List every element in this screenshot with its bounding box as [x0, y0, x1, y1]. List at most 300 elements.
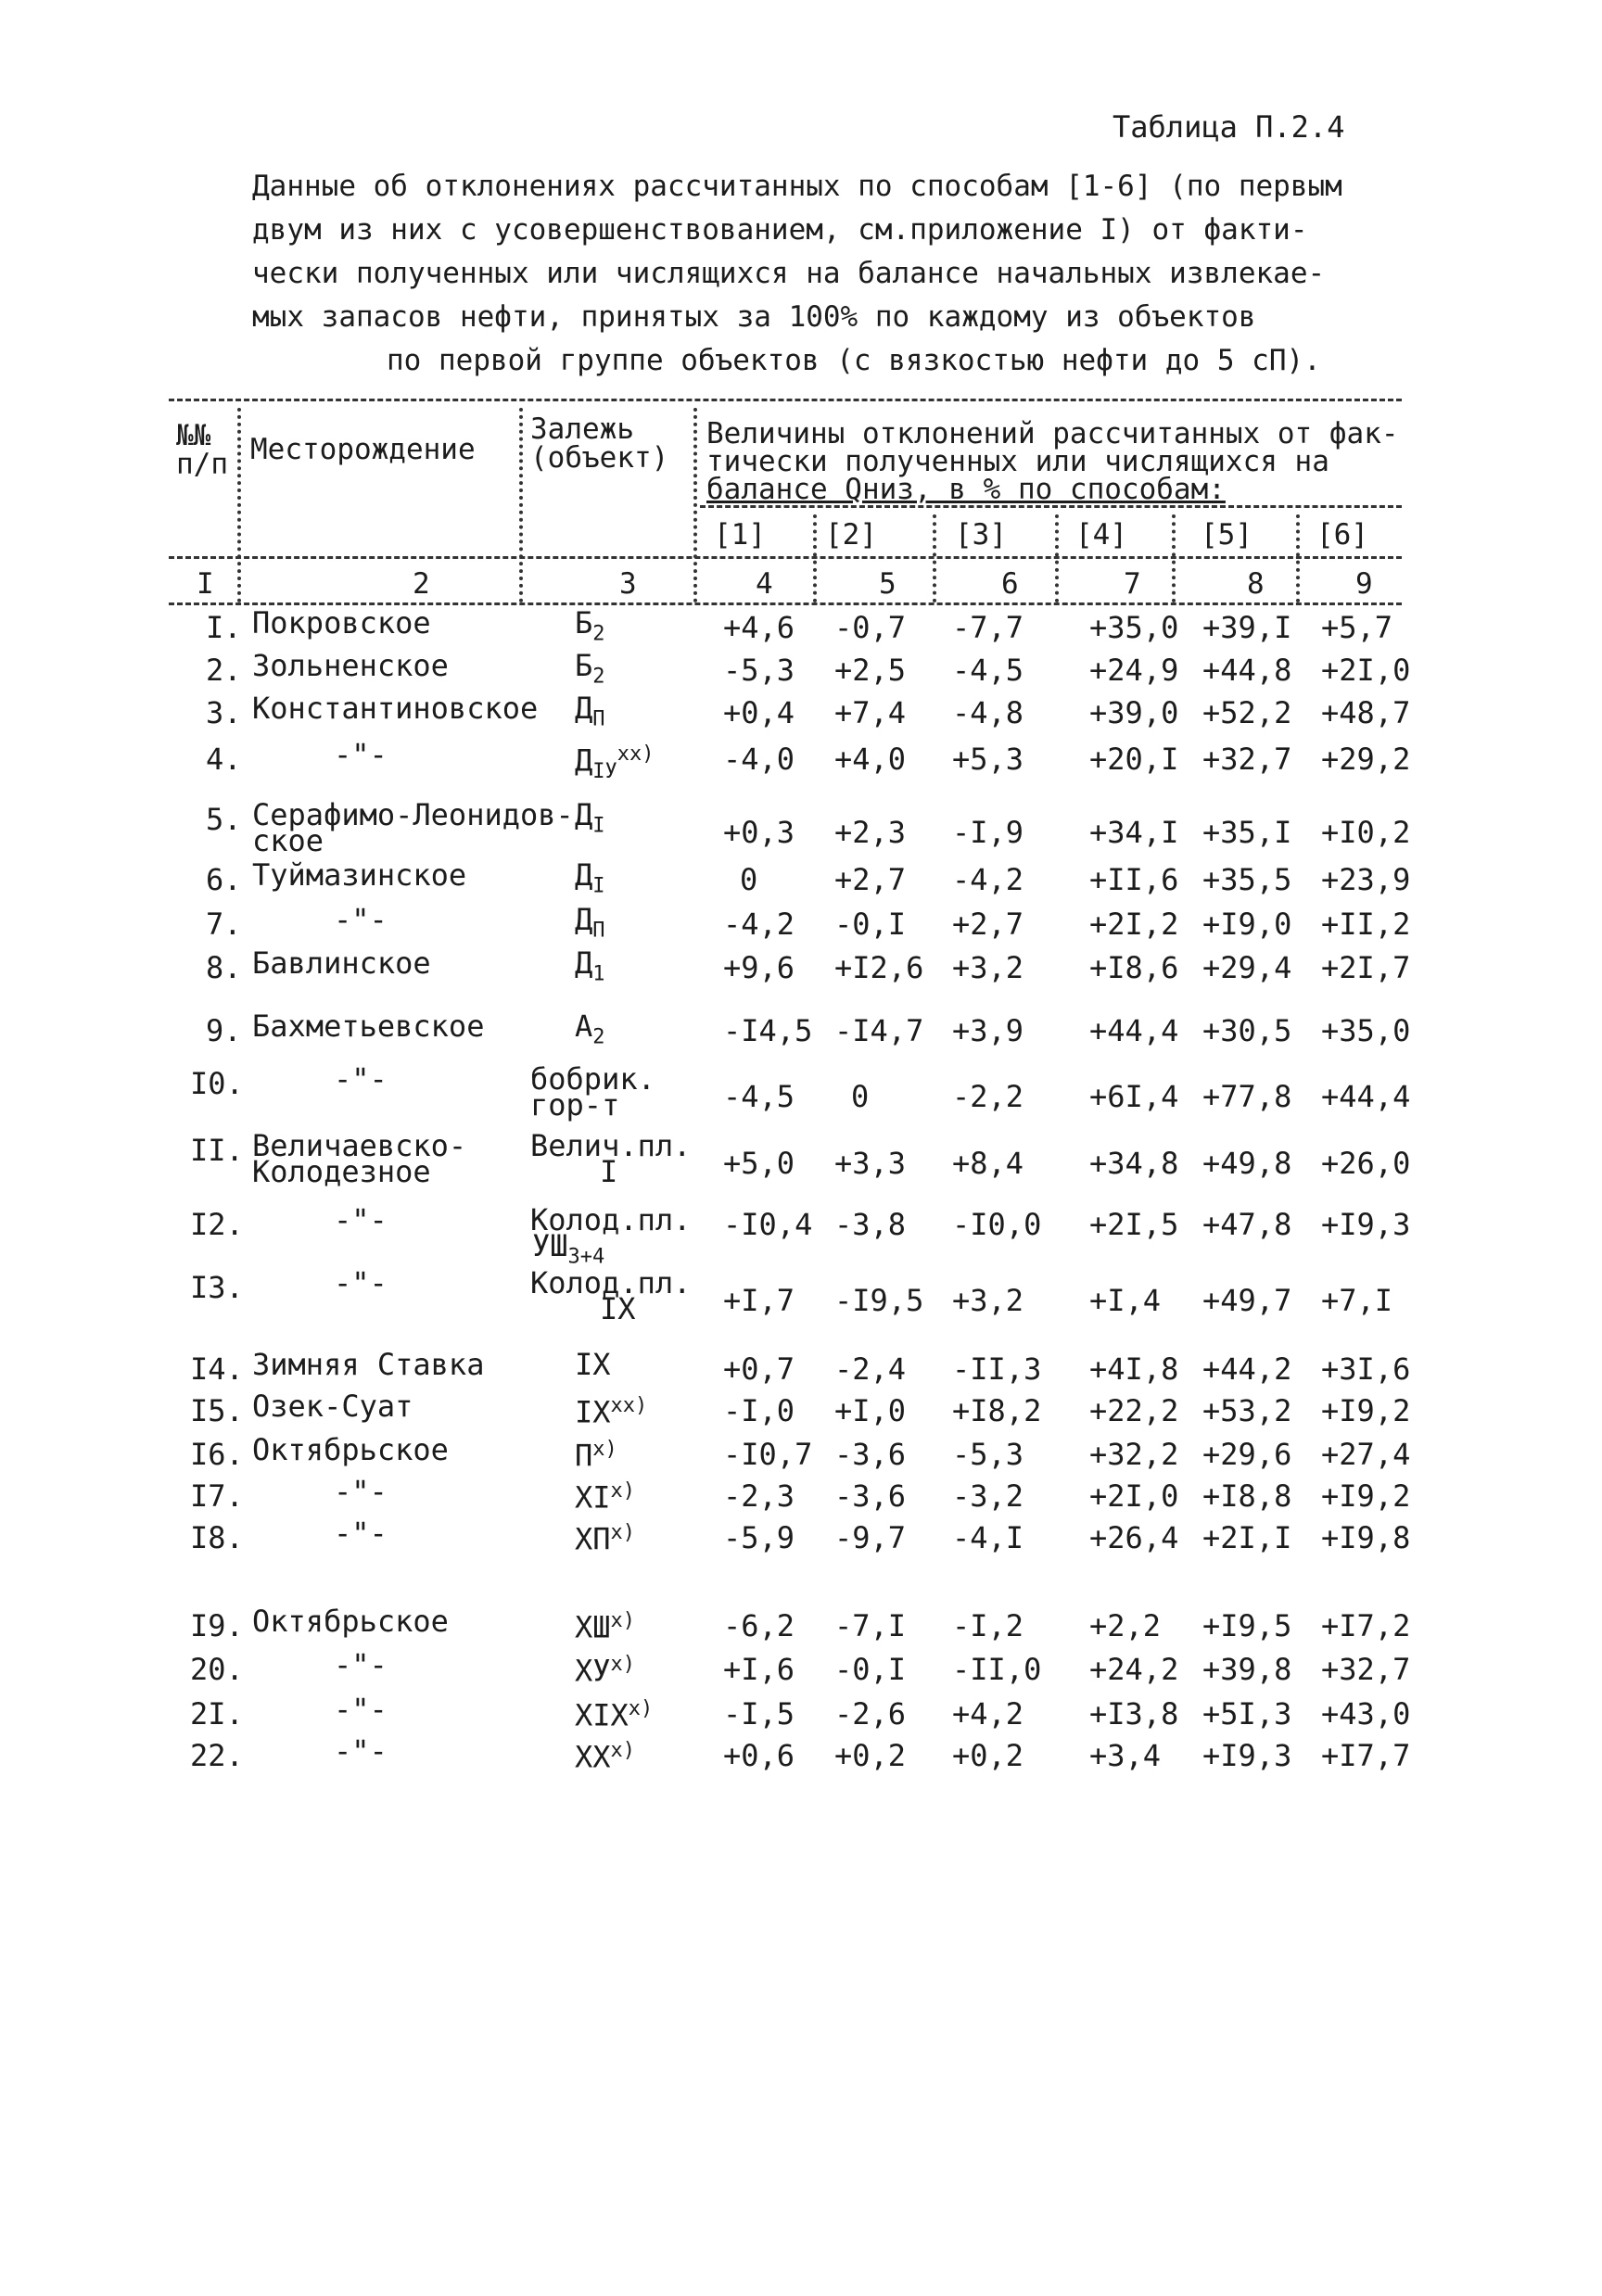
- row-field-name: [252, 1604, 449, 1639]
- deposit-symbol: $Д_П$: [575, 902, 605, 943]
- deviation-value: +5,0: [723, 1146, 795, 1181]
- row-deposit: [575, 1520, 636, 1557]
- row-number: 6.: [206, 862, 242, 897]
- field-name-line: -"-: [334, 1202, 388, 1237]
- deviation-value: -3,6: [834, 1437, 907, 1472]
- row-field-name: [334, 1265, 388, 1300]
- deposit-superscript: х): [628, 1697, 654, 1720]
- deviation-value: +29,4: [1202, 950, 1292, 985]
- deviation-value: +I2,6: [834, 950, 924, 985]
- table-divider: [237, 408, 241, 603]
- deviation-value: +2I,0: [1321, 653, 1411, 688]
- deviation-value: -0,I: [834, 907, 907, 942]
- deviation-value: +39,I: [1202, 610, 1292, 645]
- row-number: 8.: [206, 950, 242, 985]
- row-number: 9.: [206, 1013, 242, 1048]
- deviation-value: +5I,3: [1202, 1696, 1292, 1732]
- deviation-value: +I7,2: [1321, 1608, 1411, 1643]
- deposit-superscript: х): [592, 1438, 617, 1461]
- deposit-superscript: х): [610, 1521, 636, 1544]
- deviation-value: +35,0: [1321, 1013, 1411, 1048]
- deviation-value: +44,4: [1321, 1079, 1411, 1114]
- column-number: 6: [1001, 567, 1019, 601]
- deviation-value: +I3,8: [1089, 1696, 1179, 1732]
- deposit-symbol: $IX^{хх)}$: [575, 1394, 648, 1430]
- deviation-value: +5,3: [952, 742, 1024, 777]
- row-deposit: [575, 691, 605, 732]
- deviation-value: +I,4: [1089, 1283, 1162, 1318]
- deposit-line: Велич.пл.: [530, 1128, 692, 1163]
- deviation-value: +0,2: [952, 1738, 1024, 1773]
- table-divider: [933, 514, 936, 603]
- deposit-subscript: 1: [592, 962, 605, 986]
- row-number: I.: [206, 610, 242, 645]
- caption-line: по первой группе объектов (с вязкостью нефти до 5 сП).: [387, 344, 1321, 377]
- deposit-subscript: П: [592, 707, 605, 731]
- row-deposit: [575, 1478, 636, 1516]
- deposit-line: IX: [600, 1291, 636, 1326]
- deviation-value: +II,6: [1089, 862, 1179, 897]
- row-field-name: [334, 1474, 388, 1509]
- field-name-line: Константиновское: [252, 691, 539, 726]
- deviation-value: +I7,7: [1321, 1738, 1411, 1773]
- deviation-value: +4,0: [834, 742, 907, 777]
- deposit-subscript: I: [592, 874, 605, 898]
- field-name-line: Величаевско-: [252, 1128, 467, 1163]
- deviation-value: +34,I: [1089, 815, 1179, 850]
- row-number: II.: [190, 1133, 244, 1168]
- deviation-value: -4,2: [952, 862, 1024, 897]
- deviation-value: -0,7: [834, 610, 907, 645]
- field-name-line: -"-: [334, 1733, 388, 1769]
- deposit-line: Колод.пл.: [530, 1265, 692, 1300]
- deviation-value: +I,7: [723, 1283, 795, 1318]
- row-deposit: [575, 1738, 636, 1775]
- field-name-line: Покровское: [252, 605, 431, 641]
- deviation-value: +53,2: [1202, 1393, 1292, 1428]
- table-divider: [1172, 514, 1176, 603]
- deviation-value: +32,7: [1202, 742, 1292, 777]
- deviation-value: +39,8: [1202, 1652, 1292, 1687]
- deviation-value: +0,4: [723, 695, 795, 730]
- deviation-value: +7,I: [1321, 1283, 1393, 1318]
- deviation-value: +29,2: [1321, 742, 1411, 777]
- field-name-line: -"-: [334, 902, 388, 937]
- deviation-value: +26,4: [1089, 1520, 1179, 1555]
- header-method: [3]: [955, 518, 1007, 552]
- header-col-field: Месторождение: [250, 433, 476, 466]
- deviation-value: -2,6: [834, 1696, 907, 1732]
- row-field-name: [334, 1516, 388, 1551]
- deviation-value: +22,2: [1089, 1393, 1179, 1428]
- row-deposit: [575, 945, 605, 987]
- deviation-value: +I9,2: [1321, 1478, 1411, 1514]
- deviation-value: +2,2: [1089, 1608, 1162, 1643]
- deviation-value: -I,5: [723, 1696, 795, 1732]
- table-divider: [519, 408, 523, 603]
- row-deposit: [530, 1061, 655, 1123]
- deviation-value: +2I,0: [1089, 1478, 1179, 1514]
- deposit-line: бобрик.: [530, 1061, 655, 1097]
- field-name-line: Серафимо-Леонидов-: [252, 797, 574, 832]
- row-deposit: [575, 742, 655, 785]
- deposit-superscript: х): [610, 1609, 636, 1632]
- deviation-value: +32,7: [1321, 1652, 1411, 1687]
- deviation-value: +77,8: [1202, 1079, 1292, 1114]
- table-title: Таблица П.2.4: [1112, 109, 1345, 145]
- row-field-name: [334, 1692, 388, 1727]
- row-deposit: [575, 902, 605, 944]
- deviation-value: +34,8: [1089, 1146, 1179, 1181]
- field-name-line: Колодезное: [252, 1154, 431, 1189]
- deviation-value: +II,2: [1321, 907, 1411, 942]
- deposit-symbol: $XШ^{х)}$: [575, 1609, 636, 1645]
- deviation-value: +I9,8: [1321, 1520, 1411, 1555]
- deviation-value: -I9,5: [834, 1283, 924, 1318]
- deviation-value: -II,0: [952, 1652, 1042, 1687]
- row-field-name: [252, 1389, 413, 1424]
- field-name-line: Туймазинское: [252, 857, 467, 893]
- table-rule-top: [169, 399, 1402, 401]
- header-col-values: Величины отклонений рассчитанных от фак- тически полученных или числящихся на балансе Qниз, в % по способам:: [706, 417, 1399, 506]
- row-field-name: [334, 1061, 388, 1097]
- deviation-value: +3,9: [952, 1013, 1024, 1048]
- deviation-value: +44,8: [1202, 653, 1292, 688]
- field-name-line: -"-: [334, 1265, 388, 1300]
- row-deposit: [530, 1202, 692, 1270]
- deposit-line: Колод.пл.: [530, 1202, 692, 1237]
- deposit-subscript: 2: [592, 1025, 605, 1049]
- deposit-symbol: $XП^{х)}$: [575, 1521, 636, 1557]
- deviation-value: +26,0: [1321, 1146, 1411, 1181]
- row-field-name: [252, 1128, 467, 1189]
- deposit-superscript: х): [610, 1739, 636, 1762]
- deviation-value: -I0,4: [723, 1207, 813, 1242]
- deviation-value: +I9,2: [1321, 1393, 1411, 1428]
- column-number: 4: [756, 567, 773, 601]
- deviation-value: +I8,6: [1089, 950, 1179, 985]
- deposit-symbol: $А_2$: [575, 1008, 605, 1049]
- row-field-name: [334, 1647, 388, 1682]
- deviation-value: +2I,5: [1089, 1207, 1179, 1242]
- deviation-value: -4,5: [952, 653, 1024, 688]
- row-field-name: [252, 1432, 449, 1467]
- deviation-value: +I8,2: [952, 1393, 1042, 1428]
- deviation-value: +I,0: [834, 1393, 907, 1428]
- deviation-value: +2,7: [834, 862, 907, 897]
- row-number: I9.: [190, 1608, 244, 1643]
- deviation-value: +0,7: [723, 1351, 795, 1387]
- column-number: I: [197, 567, 214, 601]
- deposit-symbol: $Д_I$: [575, 857, 605, 898]
- deviation-value: -4,I: [952, 1520, 1024, 1555]
- field-name-line: Зольненское: [252, 648, 449, 683]
- row-number: I3.: [190, 1270, 244, 1305]
- deviation-value: +4I,8: [1089, 1351, 1179, 1387]
- deviation-value: +3,4: [1089, 1738, 1162, 1773]
- field-name-line: -"-: [334, 1647, 388, 1682]
- deposit-symbol: $П^{х)}$: [575, 1438, 617, 1474]
- deviation-value: +2I,I: [1202, 1520, 1292, 1555]
- row-field-name: [252, 1347, 485, 1382]
- deviation-value: +32,2: [1089, 1437, 1179, 1472]
- deviation-value: +I8,8: [1202, 1478, 1292, 1514]
- table-divider: [813, 514, 817, 603]
- deposit-subscript: 2: [592, 665, 605, 689]
- deviation-value: -7,7: [952, 610, 1024, 645]
- deviation-value: -4,0: [723, 742, 795, 777]
- row-field-name: [334, 1202, 388, 1237]
- deviation-value: -3,8: [834, 1207, 907, 1242]
- row-number: I2.: [190, 1207, 244, 1242]
- row-deposit: [575, 1393, 648, 1430]
- header-method: [4]: [1075, 518, 1127, 552]
- deviation-value: -I0,7: [723, 1437, 813, 1472]
- deposit-superscript: х): [610, 1479, 636, 1503]
- deviation-value: +9,6: [723, 950, 795, 985]
- deviation-value: -I,0: [723, 1393, 795, 1428]
- deposit-symbol: $XI^{х)}$: [575, 1479, 636, 1516]
- deviation-value: -4,8: [952, 695, 1024, 730]
- row-number: 22.: [190, 1738, 244, 1773]
- row-deposit: [530, 1265, 692, 1326]
- field-name-line: -"-: [334, 737, 388, 772]
- deviation-value: -9,7: [834, 1520, 907, 1555]
- row-deposit: [575, 1008, 605, 1050]
- row-deposit: [575, 648, 605, 690]
- deviation-value: +39,0: [1089, 695, 1179, 730]
- caption-line: мых запасов нефти, принятых за 100% по каждому из объектов: [252, 300, 1256, 334]
- field-name-line: Зимняя Ставка: [252, 1347, 485, 1382]
- row-deposit: [530, 1128, 692, 1189]
- deposit-subscript: 3+4: [567, 1245, 605, 1269]
- field-name-line: -"-: [334, 1692, 388, 1727]
- table-caption: [252, 165, 1457, 383]
- row-number: I4.: [190, 1351, 244, 1387]
- deviation-value: -3,6: [834, 1478, 907, 1514]
- deposit-symbol: $Д_I$: [575, 797, 605, 838]
- field-name-line: -"-: [334, 1474, 388, 1509]
- deviation-value: -5,3: [723, 653, 795, 688]
- deposit-subscript: I: [592, 814, 605, 838]
- row-field-name: [252, 648, 449, 683]
- deviation-value: -2,3: [723, 1478, 795, 1514]
- deposit-superscript: хх): [610, 1394, 648, 1417]
- deviation-value: +I9,3: [1321, 1207, 1411, 1242]
- deviation-value: +4,2: [952, 1696, 1024, 1732]
- row-deposit: [575, 1347, 611, 1382]
- caption-line: двум из них с усовершенствованием, см.приложение I) от факти-: [252, 213, 1308, 247]
- deviation-value: -6,2: [723, 1608, 795, 1643]
- deviation-value: -4,5: [723, 1079, 795, 1114]
- row-deposit: [575, 1437, 617, 1474]
- deviation-value: -I4,7: [834, 1013, 924, 1048]
- row-number: 2.: [206, 653, 242, 688]
- row-number: I8.: [190, 1520, 244, 1555]
- header-col-number: №№ п/п: [176, 419, 228, 481]
- row-number: 20.: [190, 1652, 244, 1687]
- header-method: [5]: [1201, 518, 1252, 552]
- deviation-value: +30,5: [1202, 1013, 1292, 1048]
- deviation-value: +24,9: [1089, 653, 1179, 688]
- header-method: [2]: [825, 518, 877, 552]
- deviation-value: -I,2: [952, 1608, 1024, 1643]
- deviation-value: -II,3: [952, 1351, 1042, 1387]
- deviation-value: +47,8: [1202, 1207, 1292, 1242]
- table-divider: [693, 408, 697, 603]
- deposit-symbol: $XX^{х)}$: [575, 1739, 636, 1775]
- row-number: 5.: [206, 802, 242, 837]
- field-name-line: -"-: [334, 1516, 388, 1551]
- deviation-value: +2I,2: [1089, 907, 1179, 942]
- row-number: I7.: [190, 1478, 244, 1514]
- row-field-name: [334, 902, 388, 937]
- row-field-name: [334, 737, 388, 772]
- header-col-deposit: Залежь (объект): [530, 412, 669, 475]
- deviation-value: +24,2: [1089, 1652, 1179, 1687]
- field-name-line: Октябрьское: [252, 1604, 449, 1639]
- column-number: 7: [1124, 567, 1141, 601]
- deposit-symbol: $УШ_{3+4}$: [532, 1228, 605, 1269]
- header-method: [1]: [714, 518, 766, 552]
- deposit-symbol: IX: [575, 1347, 611, 1382]
- row-field-name: [252, 857, 467, 893]
- table-divider: [1296, 514, 1300, 603]
- deposit-symbol: $Б_2$: [575, 648, 605, 689]
- header-method: [6]: [1316, 518, 1368, 552]
- row-field-name: [252, 691, 539, 726]
- deviation-value: +35,5: [1202, 862, 1292, 897]
- deviation-value: 0: [740, 862, 758, 897]
- deviation-value: +2I,7: [1321, 950, 1411, 985]
- table-divider: [1055, 514, 1059, 603]
- deviation-value: +6I,4: [1089, 1079, 1179, 1114]
- field-name-line: Бавлинское: [252, 945, 431, 981]
- deviation-value: +27,4: [1321, 1437, 1411, 1472]
- deviation-value: +I0,2: [1321, 815, 1411, 850]
- deviation-value: +3I,6: [1321, 1351, 1411, 1387]
- column-number: 8: [1247, 567, 1265, 601]
- deposit-symbol: $Д_1$: [575, 945, 605, 986]
- column-number: 5: [879, 567, 896, 601]
- deviation-value: +0,3: [723, 815, 795, 850]
- field-name-line: Октябрьское: [252, 1432, 449, 1467]
- row-deposit: [575, 1608, 636, 1645]
- row-number: 7.: [206, 907, 242, 942]
- row-field-name: [252, 945, 431, 981]
- row-field-name: [252, 797, 574, 858]
- deviation-value: -5,9: [723, 1520, 795, 1555]
- deposit-symbol: $Д_{IУ}^{хх)}$: [575, 742, 655, 784]
- deviation-value: +3,3: [834, 1146, 907, 1181]
- deviation-value: +23,9: [1321, 862, 1411, 897]
- deposit-line: гор-т: [530, 1087, 620, 1123]
- caption-line: чески полученных или числящихся на балансе начальных извлекае-: [252, 257, 1326, 290]
- deviation-value: +49,8: [1202, 1146, 1292, 1181]
- deviation-value: +52,2: [1202, 695, 1292, 730]
- deviation-value: +0,6: [723, 1738, 795, 1773]
- deviation-value: +8,4: [952, 1146, 1024, 1181]
- deposit-subscript: IУ: [592, 760, 617, 784]
- deviation-value: +2,7: [952, 907, 1024, 942]
- deposit-superscript: хх): [617, 742, 655, 766]
- field-name-line: -"-: [334, 1061, 388, 1097]
- deviation-value: +49,7: [1202, 1283, 1292, 1318]
- deposit-symbol: $Д_П$: [575, 691, 605, 731]
- deviation-value: +20,I: [1089, 742, 1179, 777]
- row-field-name: [252, 605, 431, 641]
- deposit-symbol: $XУ^{х)}$: [575, 1653, 636, 1689]
- deviation-value: -4,2: [723, 907, 795, 942]
- deposit-symbol: $XIX^{х)}$: [575, 1697, 654, 1733]
- deviation-value: +44,4: [1089, 1013, 1179, 1048]
- deviation-value: -2,4: [834, 1351, 907, 1387]
- row-number: 4.: [206, 742, 242, 777]
- deposit-subscript: 2: [592, 622, 605, 646]
- column-number: 9: [1355, 567, 1373, 601]
- row-number: 3.: [206, 695, 242, 730]
- deviation-value: +5,7: [1321, 610, 1393, 645]
- deviation-value: -7,I: [834, 1608, 907, 1643]
- deviation-value: -3,2: [952, 1478, 1024, 1514]
- deviation-value: -5,3: [952, 1437, 1024, 1472]
- field-name-line: Озек-Суат: [252, 1389, 413, 1424]
- deviation-value: +2,5: [834, 653, 907, 688]
- deviation-value: +I9,5: [1202, 1608, 1292, 1643]
- row-field-name: [252, 1008, 485, 1044]
- row-deposit: [575, 1652, 636, 1689]
- deviation-value: +43,0: [1321, 1696, 1411, 1732]
- deviation-value: -2,2: [952, 1079, 1024, 1114]
- row-deposit: [575, 797, 605, 839]
- deviation-value: +0,2: [834, 1738, 907, 1773]
- deviation-value: +I9,0: [1202, 907, 1292, 942]
- row-deposit: [575, 1696, 654, 1733]
- deviation-value: +7,4: [834, 695, 907, 730]
- deviation-value: -0,I: [834, 1652, 907, 1687]
- deviation-value: +I,6: [723, 1652, 795, 1687]
- deviation-value: -I4,5: [723, 1013, 813, 1048]
- column-number: 3: [619, 567, 637, 601]
- deposit-subscript: П: [592, 919, 605, 943]
- deviation-value: +44,2: [1202, 1351, 1292, 1387]
- deviation-value: -I,9: [952, 815, 1024, 850]
- deposit-symbol: $Б_2$: [575, 605, 605, 646]
- row-number: I0.: [190, 1066, 244, 1101]
- deviation-value: +4,6: [723, 610, 795, 645]
- field-name-line: Бахметьевское: [252, 1008, 485, 1044]
- deviation-value: +I9,3: [1202, 1738, 1292, 1773]
- row-number: 2I.: [190, 1696, 244, 1732]
- table-rule-header-bottom: [169, 556, 1402, 559]
- deviation-value: -I0,0: [952, 1207, 1042, 1242]
- caption-line: Данные об отклонениях рассчитанных по способам [1-6] (по первым: [252, 170, 1342, 203]
- deviation-value: +35,0: [1089, 610, 1179, 645]
- field-name-line: ское: [252, 823, 324, 858]
- deviation-value: +3,2: [952, 1283, 1024, 1318]
- column-number: 2: [413, 567, 430, 601]
- row-deposit: [575, 857, 605, 899]
- row-deposit: [575, 605, 605, 647]
- deposit-superscript: х): [610, 1653, 636, 1676]
- deviation-value: +48,7: [1321, 695, 1411, 730]
- deviation-value: +35,I: [1202, 815, 1292, 850]
- deviation-value: +29,6: [1202, 1437, 1292, 1472]
- row-field-name: [334, 1733, 388, 1769]
- deviation-value: +2,3: [834, 815, 907, 850]
- deviation-value: +3,2: [952, 950, 1024, 985]
- deviation-value: 0: [851, 1079, 870, 1114]
